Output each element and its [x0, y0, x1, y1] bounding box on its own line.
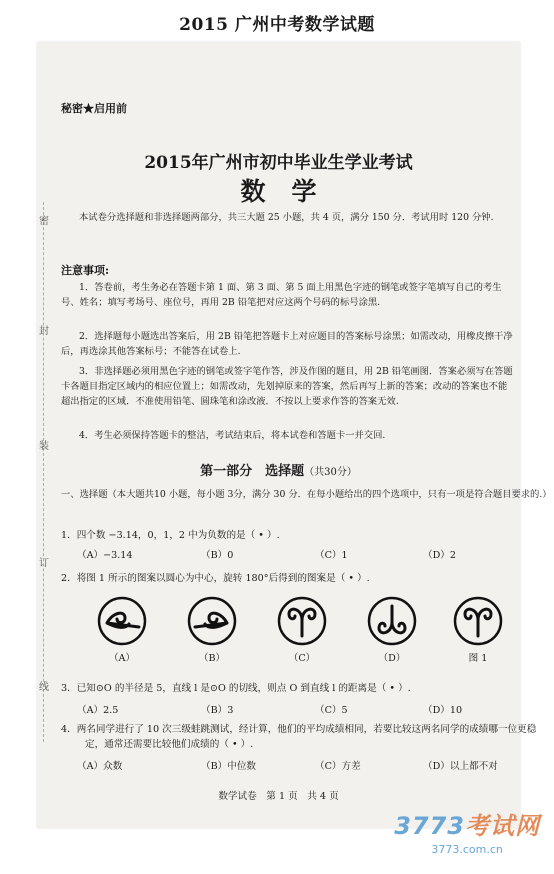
ram-pattern-original-icon [451, 594, 505, 648]
ram-pattern-b-icon [185, 594, 239, 648]
figure-label-1: 图 1 [468, 653, 488, 664]
binding-char-mi: 密 [39, 216, 49, 227]
watermark-url: 3773.com.cn [431, 843, 503, 856]
option-b: （B）3 [201, 705, 234, 716]
figure-label-b: （B） [198, 653, 226, 664]
binding-char-zhuang: 装 [39, 441, 49, 452]
option-c: （C）5 [315, 705, 348, 716]
option-a: （A）−3.14 [77, 550, 133, 561]
option-c: （C）方差 [315, 761, 361, 772]
watermark-logo-text: 考试网 [465, 812, 540, 840]
figure-label-d: （D） [378, 653, 406, 664]
page-footer: 数学试卷 第 1 页 共 4 页 [218, 791, 339, 802]
figure-option-b [185, 594, 239, 664]
part-points: （共30分） [304, 467, 357, 478]
section-instruction: 一、选择题（本大题共10 小题，每小题 3分，满分 30 分．在每小题给出的四个选项中，只有一项是符合题目要求的.） [61, 489, 552, 500]
option-d: （D）2 [423, 550, 456, 561]
option-b: （B）中位数 [201, 761, 257, 772]
notice-item: 1．答卷前，考生务必在答题卡第 1 面、第 3 面、第 5 面上用黑色字迹的钢笔或签字笔填写自己的考生号、姓名；填写考场号、座位号，再用 2B 铅笔把对应这两个号码的标号涂黑. [61, 282, 502, 308]
option-a: （A）众数 [77, 761, 123, 772]
watermark [394, 806, 540, 856]
part-title [37, 460, 520, 479]
ram-pattern-c-icon [275, 594, 329, 648]
option-d: （D）以上都不对 [423, 761, 498, 772]
figure-option-a [95, 594, 149, 664]
figure-option-d [365, 594, 419, 664]
option-b: （B）0 [201, 550, 234, 561]
binding-char-ding: 订 [39, 558, 49, 569]
figure-1 [451, 594, 505, 664]
question-2-figures [37, 594, 520, 684]
exam-title: 2015年广州市初中毕业生学业考试 [144, 153, 413, 173]
watermark-logo-number: 3773 [394, 812, 465, 840]
watermark-logo [394, 806, 540, 841]
notice-item: 3．非选择题必须用黑色字迹的钢笔或签字笔作答，涉及作图的题目，用 2B 铅笔画图．答案必须写在答题卡各题目指定区域内的相应位置上；如需改动，先划掉原来的答案，然后再写上新的答案；改动的答案也不能超出指定的区域．不准使用铅笔、圆珠笔和涂改液．不按以上要求作答的答案无效. [61, 366, 513, 407]
ram-pattern-a-icon [95, 594, 149, 648]
figure-label-a: （A） [108, 653, 136, 664]
notice-item: 2．选择题每小题选出答案后，用 2B 铅笔把答题卡上对应题目的答案标号涂黑；如需改动，用橡皮擦干净后，再选涂其他答案标号；不能答在试卷上. [61, 331, 513, 357]
option-a: （A）2.5 [77, 705, 119, 716]
secret-label: 秘密★启用前 [61, 102, 127, 115]
notice-heading: 注意事项: [61, 264, 110, 277]
binding-char-feng: 封 [39, 326, 49, 337]
subject-title: 数学 [240, 177, 343, 206]
ram-pattern-d-icon [365, 594, 419, 648]
notice-item: 4．考生必须保持答题卡的整洁，考试结束后，将本试卷和答题卡一并交回. [79, 430, 386, 441]
question-4-stem: 4．两名同学进行了 10 次三级蛙跳测试，经计算，他们的平均成绩相同，若要比较这两名同学的成绩哪一位更稳定，通常还需要比较他们成绩的（ • ）. [61, 724, 537, 750]
option-c: （C）1 [315, 550, 348, 561]
binding-char-xian: 线 [39, 682, 49, 693]
question-2-stem: 2．将图 1 所示的图案以圆心为中心，旋转 180°后得到的图案是（ • ）. [61, 573, 370, 584]
question-1-stem: 1．四个数 −3.14，0，1，2 中为负数的是（ • ）. [61, 530, 280, 541]
option-d: （D）10 [423, 705, 463, 716]
figure-option-c [275, 594, 329, 664]
question-3-stem: 3．已知⊙O 的半径是 5，直线 l 是⊙O 的切线，则点 O 到直线 l 的距离是（ • ）. [61, 683, 411, 694]
intro-paragraph: 本试卷分选择题和非选择题两部分，共三大题 25 小题，共 4 页，满分 150 分．考试用时 120 分钟. [79, 212, 494, 223]
part-title-text: 第一部分 选择题 [200, 464, 305, 479]
page-title: 2015 广州中考数学试题 [179, 15, 375, 35]
figure-label-c: （C） [288, 653, 316, 664]
